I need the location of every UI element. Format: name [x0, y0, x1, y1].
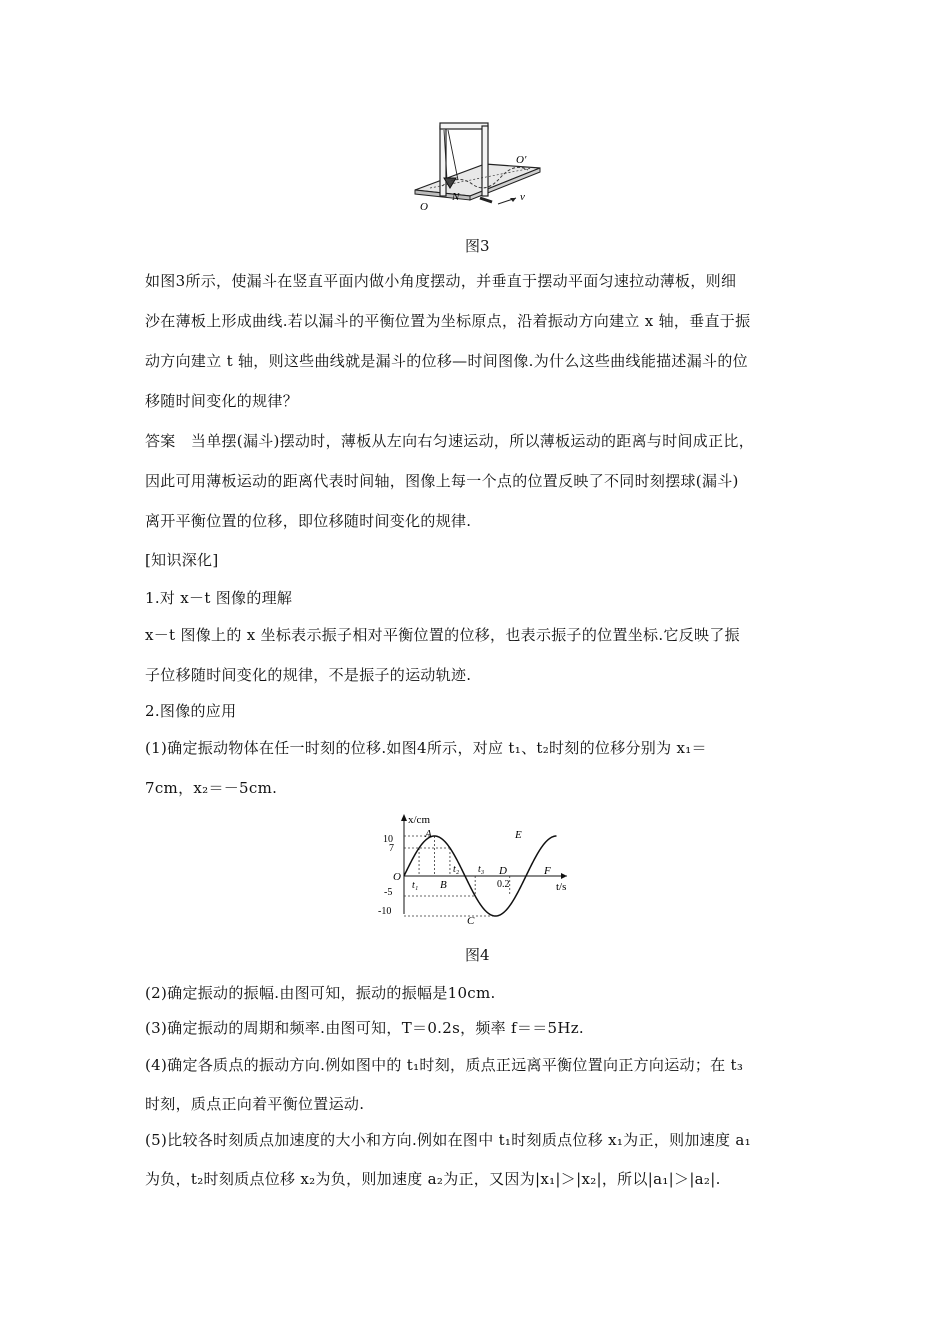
item2-p5-line-2: 为负，t₂时刻质点位移 x₂为负，则加速度 a₂为正，又因为|x₁|＞|x₂|，所以|a₁|＞|a₂|.	[145, 1170, 721, 1188]
y-tick-neg10: -10	[378, 906, 392, 917]
item1-line-2: 子位移随时间变化的规律，不是振子的运动轨迹.	[145, 666, 472, 684]
y-axis-label: x/cm	[408, 814, 430, 826]
time-label-t2: t₂	[453, 864, 460, 875]
figure4-xt-chart	[372, 810, 582, 925]
question-line-1: 如图3所示，使漏斗在竖直平面内做小角度摆动，并垂直于摆动平面匀速拉动薄板，则细	[145, 272, 737, 290]
question-line-2: 沙在薄板上形成曲线.若以漏斗的平衡位置为坐标原点，沿着振动方向建立 x 轴，垂直于振	[145, 312, 751, 330]
y-tick-10: 10	[383, 834, 393, 845]
item2-title: 2.图像的应用	[145, 702, 237, 720]
answer-line-1: 答案 当单摆(漏斗)摆动时，薄板从左向右匀速运动，所以薄板运动的距离与时间成正比，	[145, 432, 755, 450]
item2-p1-line-2: 7cm，x₂＝－5cm.	[145, 779, 278, 797]
item2-p4-line-2: 时刻，质点正向着平衡位置运动.	[145, 1095, 365, 1113]
question-line-4: 移随时间变化的规律？	[145, 392, 299, 410]
figure3-apparatus	[400, 118, 560, 218]
point-label-c: C	[467, 915, 475, 925]
item2-p1-line-1: (1)确定振动物体在任一时刻的位移.如图4所示，对应 t₁、t₂时刻的位移分别为 x₁＝	[145, 739, 707, 757]
y-axis-arrow	[401, 814, 407, 821]
fig3-label-n: N	[452, 191, 460, 203]
answer-line-2: 因此可用薄板运动的距离代表时间轴，图像上每一个点的位置反映了不同时刻摆球(漏斗)	[145, 472, 739, 490]
item2-p5-line-1: (5)比较各时刻质点加速度的大小和方向.例如在图中 t₁时刻质点位移 x₁为正，则加速度 a₁	[145, 1131, 751, 1149]
x-axis-label: t/s	[556, 881, 567, 893]
item2-p4-line-1: (4)确定各质点的振动方向.例如图中的 t₁时刻，质点正远离平衡位置向正方向运动；在 t₃	[145, 1056, 744, 1074]
y-tick-7: 7	[389, 843, 394, 854]
fig3-label-v: v	[520, 191, 525, 203]
section-heading: [知识深化]	[145, 551, 219, 569]
fig3-label-o-prime: O′	[516, 154, 527, 166]
point-label-f: F	[544, 865, 551, 877]
item2-p2: (2)确定振动的振幅.由图可知，振动的振幅是10cm.	[145, 984, 496, 1002]
point-label-d: D	[499, 865, 507, 877]
question-line-3: 动方向建立 t 轴，则这些曲线就是漏斗的位移—时间图像.为什么这些曲线能描述漏斗的位	[145, 352, 748, 370]
time-label-t1: t₁	[412, 880, 419, 891]
figure3-caption: 图3	[465, 237, 490, 255]
figure4-caption: 图4	[465, 946, 490, 964]
time-label-t3: t₃	[478, 864, 485, 875]
y-tick-neg5: -5	[384, 887, 393, 898]
item1-title: 1.对 x－t 图像的理解	[145, 589, 293, 607]
fig3-label-o: O	[420, 201, 428, 213]
origin-label: O	[393, 871, 401, 883]
answer-line-3: 离开平衡位置的位移，即位移随时间变化的规律.	[145, 512, 472, 530]
x-axis-arrow	[561, 873, 567, 879]
item1-line-1: x－t 图像上的 x 坐标表示振子相对平衡位置的位移，也表示振子的位置坐标.它反映了振	[145, 626, 740, 644]
item2-p3: (3)确定振动的周期和频率.由图可知，T＝0.2s，频率 f＝＝5Hz.	[145, 1019, 584, 1037]
point-label-e: E	[515, 829, 522, 841]
point-label-b: B	[440, 879, 447, 891]
x-tick-0-2: 0.2	[497, 879, 510, 890]
point-label-a: A	[425, 828, 432, 840]
